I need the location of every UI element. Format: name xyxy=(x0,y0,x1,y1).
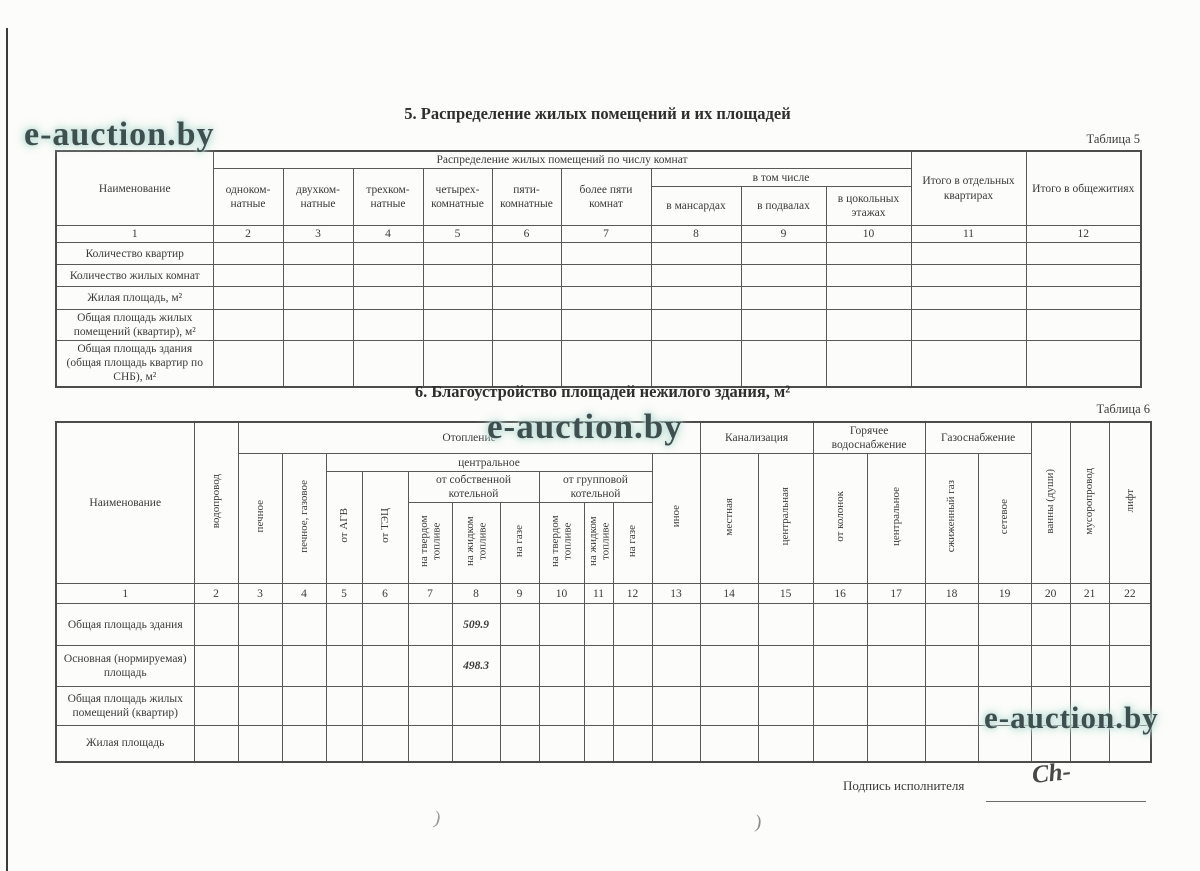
t5-row-label: Жилая площадь, м² xyxy=(56,287,213,310)
watermark-top-left: e-auction.by xyxy=(24,116,215,153)
signature-line xyxy=(986,801,1146,802)
t6-empty-cell xyxy=(758,687,813,726)
t6-empty-cell xyxy=(408,604,452,646)
t6-empty-cell xyxy=(700,687,758,726)
t6-col-own-gas-label: на газе xyxy=(513,524,526,558)
t5-col-three-room: трехком-натные xyxy=(353,169,423,226)
t6-empty-cell xyxy=(700,604,758,646)
t6-col-grp-solid xyxy=(539,503,584,584)
t6-col-network-gas-label: сетевое xyxy=(998,498,1011,535)
t5-empty-cell xyxy=(651,243,741,265)
t6-empty-cell xyxy=(758,726,813,762)
t5-col-four-room: четырех-комнатные xyxy=(423,169,492,226)
t5-empty-cell xyxy=(213,265,283,287)
t5-empty-cell xyxy=(911,243,1026,265)
t6-empty-cell xyxy=(362,726,408,762)
t6-colnum: 20 xyxy=(1031,584,1070,604)
t6-empty-cell xyxy=(613,726,652,762)
t6-group-own-boiler: от собственной котельной xyxy=(408,472,539,503)
t5-empty-cell xyxy=(353,243,423,265)
t5-empty-cell xyxy=(1026,310,1141,341)
t5-empty-cell xyxy=(213,341,283,387)
t5-col-five-room: пяти-комнатные xyxy=(492,169,561,226)
t6-col-own-solid xyxy=(408,503,452,584)
t5-empty-cell xyxy=(283,341,353,387)
t5-empty-cell xyxy=(651,265,741,287)
t6-group-hot-water: Горячее водоснабжение xyxy=(813,422,925,454)
t6-colnum: 18 xyxy=(925,584,978,604)
t6-empty-cell xyxy=(652,726,700,762)
t5-empty-cell xyxy=(492,287,561,310)
t6-empty-cell xyxy=(925,604,978,646)
table5-distribution-of-dwellings xyxy=(55,150,1142,388)
t5-empty-cell xyxy=(561,243,651,265)
t6-empty-cell xyxy=(539,687,584,726)
t5-empty-cell xyxy=(741,265,826,287)
t5-empty-cell xyxy=(826,287,911,310)
t6-empty-cell xyxy=(282,604,326,646)
t5-empty-cell xyxy=(651,287,741,310)
t5-colnum: 9 xyxy=(741,226,826,243)
t5-empty-cell xyxy=(1026,287,1141,310)
t5-empty-cell xyxy=(353,341,423,387)
t6-col-water-pipe xyxy=(194,422,238,584)
t5-empty-cell xyxy=(283,243,353,265)
t5-empty-cell xyxy=(741,310,826,341)
t5-empty-cell xyxy=(423,243,492,265)
t5-colnum: 2 xyxy=(213,226,283,243)
t6-empty-cell xyxy=(539,646,584,687)
t5-empty-cell xyxy=(826,243,911,265)
t6-empty-cell xyxy=(925,646,978,687)
t5-empty-cell xyxy=(492,310,561,341)
t5-empty-cell xyxy=(213,310,283,341)
t5-col-one-room: одноком-натные xyxy=(213,169,283,226)
t6-value-cell: 509.9 xyxy=(452,604,500,646)
watermark-center: e-auction.by xyxy=(487,407,683,446)
t5-col-mansard: в мансардах xyxy=(651,187,741,226)
t6-colnum: 15 xyxy=(758,584,813,604)
t5-colnum: 7 xyxy=(561,226,651,243)
t6-empty-cell xyxy=(584,646,613,687)
t5-col-more-five: более пяти комнат xyxy=(561,169,651,226)
t5-empty-cell xyxy=(741,243,826,265)
t5-empty-cell xyxy=(1026,341,1141,387)
t5-empty-cell xyxy=(492,341,561,387)
scan-edge-artifact xyxy=(6,28,8,871)
t6-empty-cell xyxy=(194,726,238,762)
t6-empty-cell xyxy=(282,687,326,726)
t5-empty-cell xyxy=(283,287,353,310)
t6-value-cell: 498.3 xyxy=(452,646,500,687)
t5-col-ground-floor: в цокольных этажах xyxy=(826,187,911,226)
t6-empty-cell xyxy=(1070,604,1109,646)
t6-empty-cell xyxy=(238,646,282,687)
t6-empty-cell xyxy=(452,687,500,726)
t6-empty-cell xyxy=(813,646,867,687)
t6-empty-cell xyxy=(194,687,238,726)
t5-colnum: 12 xyxy=(1026,226,1141,243)
t5-empty-cell xyxy=(826,310,911,341)
t6-empty-cell xyxy=(867,646,925,687)
t6-col-other-label: иное xyxy=(669,505,682,528)
t6-col-lpg xyxy=(925,454,978,584)
t5-colnum: 1 xyxy=(56,226,213,243)
t5-col-total-dorm: Итого в общежитиях xyxy=(1026,151,1141,226)
t6-empty-cell xyxy=(758,646,813,687)
t5-empty-cell xyxy=(651,310,741,341)
t5-colnum: 5 xyxy=(423,226,492,243)
t6-empty-cell xyxy=(652,687,700,726)
t6-name-header: Наименование xyxy=(56,422,194,584)
t5-empty-cell xyxy=(911,287,1026,310)
t6-col-lift xyxy=(1109,422,1151,584)
t5-empty-cell xyxy=(283,310,353,341)
watermark-bottom-right: e-auction.by xyxy=(984,700,1159,735)
t6-empty-cell xyxy=(282,646,326,687)
t5-row-label: Общая площадь жилых помещений (квартир), м² xyxy=(56,310,213,341)
t6-col-central-hw-label: центральное xyxy=(889,487,902,547)
t6-col-grp-gas xyxy=(613,503,652,584)
signature-label: Подпись исполнителя xyxy=(843,778,965,793)
t6-empty-cell xyxy=(867,687,925,726)
t6-colnum: 5 xyxy=(326,584,362,604)
t6-col-tec-label: от ТЭЦ xyxy=(378,508,391,543)
t6-empty-cell xyxy=(326,726,362,762)
t6-empty-cell xyxy=(408,687,452,726)
t5-empty-cell xyxy=(353,310,423,341)
t6-empty-cell xyxy=(539,726,584,762)
t6-empty-cell xyxy=(613,687,652,726)
t5-empty-cell xyxy=(741,341,826,387)
t6-empty-cell xyxy=(925,726,978,762)
t5-empty-cell xyxy=(353,287,423,310)
t6-group-gas-supply: Газоснабжение xyxy=(925,422,1031,454)
t6-col-grp-liquid-label: на жидком топливе xyxy=(586,516,611,566)
t5-row-label: Количество жилых комнат xyxy=(56,265,213,287)
t6-empty-cell xyxy=(1031,604,1070,646)
t6-empty-cell xyxy=(584,687,613,726)
t5-col-total-flats: Итого в отдельных квартирах xyxy=(911,151,1026,226)
t5-empty-cell xyxy=(213,287,283,310)
t6-colnum: 3 xyxy=(238,584,282,604)
t5-empty-cell xyxy=(423,287,492,310)
t6-empty-cell xyxy=(1070,646,1109,687)
t5-empty-cell xyxy=(561,287,651,310)
t6-empty-cell xyxy=(1109,604,1151,646)
t6-empty-cell xyxy=(238,604,282,646)
t5-empty-cell xyxy=(826,341,911,387)
t5-colnum: 11 xyxy=(911,226,1026,243)
t6-col-grp-solid-label: на твердом топливе xyxy=(549,515,574,567)
t6-empty-cell xyxy=(613,646,652,687)
t5-empty-cell xyxy=(492,265,561,287)
t6-col-stove-gas xyxy=(282,454,326,584)
t6-col-lift-label: лифт xyxy=(1123,489,1136,513)
t6-col-stove xyxy=(238,454,282,584)
table5-title: 5. Распределение жилых помещений и их площадей xyxy=(404,104,791,123)
t6-col-own-liquid xyxy=(452,503,500,584)
t5-empty-cell xyxy=(423,341,492,387)
t6-empty-cell xyxy=(584,726,613,762)
t5-empty-cell xyxy=(423,310,492,341)
t6-col-water-pipe-label: водопровод xyxy=(209,473,222,529)
t6-colnum: 21 xyxy=(1070,584,1109,604)
t6-col-from-columns-label: от колонок xyxy=(833,491,846,542)
t6-group-central: центральное xyxy=(326,454,652,472)
t5-row-label: Количество квартир xyxy=(56,243,213,265)
t6-colnum: 11 xyxy=(584,584,613,604)
t6-empty-cell xyxy=(867,726,925,762)
t6-empty-cell xyxy=(326,646,362,687)
t6-col-agv-label: от АГВ xyxy=(337,508,350,543)
t6-empty-cell xyxy=(925,687,978,726)
t6-empty-cell xyxy=(452,726,500,762)
t6-empty-cell xyxy=(700,726,758,762)
t5-including-header: в том числе xyxy=(651,169,911,187)
t6-empty-cell xyxy=(282,726,326,762)
handwritten-signature: Сh- xyxy=(1030,758,1073,789)
t6-col-central-sewer-label: центральная xyxy=(779,487,792,546)
t5-empty-cell xyxy=(651,341,741,387)
t6-empty-cell xyxy=(326,687,362,726)
t6-col-own-liquid-label: на жидком топливе xyxy=(463,516,488,566)
t6-empty-cell xyxy=(362,604,408,646)
t6-colnum: 4 xyxy=(282,584,326,604)
t6-col-from-columns xyxy=(813,454,867,584)
t6-col-local-label: местная xyxy=(722,497,735,536)
t5-colnum: 4 xyxy=(353,226,423,243)
t6-row-label: Общая площадь жилых помещений (квартир) xyxy=(56,687,194,726)
t5-group-header: Распределение жилых помещений по числу комнат xyxy=(213,151,911,169)
scan-mark-artifact: ) xyxy=(753,811,763,834)
t5-name-header: Наименование xyxy=(56,151,213,226)
t6-empty-cell xyxy=(408,726,452,762)
t6-colnum: 8 xyxy=(452,584,500,604)
t6-empty-cell xyxy=(758,604,813,646)
t6-col-baths xyxy=(1031,422,1070,584)
t5-empty-cell xyxy=(826,265,911,287)
t5-empty-cell xyxy=(561,265,651,287)
t5-empty-cell xyxy=(423,265,492,287)
t6-col-stove-label: печное xyxy=(253,500,266,533)
t6-empty-cell xyxy=(867,604,925,646)
t5-colnum: 6 xyxy=(492,226,561,243)
t6-col-agv xyxy=(326,472,362,584)
t6-row-label: Жилая площадь xyxy=(56,726,194,762)
table6-title: 6. Благоустройство площадей нежилого здания, м² xyxy=(414,382,791,401)
t6-colnum: 6 xyxy=(362,584,408,604)
t6-empty-cell xyxy=(500,687,539,726)
t6-empty-cell xyxy=(813,604,867,646)
t6-empty-cell xyxy=(194,646,238,687)
t6-empty-cell xyxy=(500,604,539,646)
t5-col-two-room: двухком-натные xyxy=(283,169,353,226)
t6-empty-cell xyxy=(613,604,652,646)
t6-col-central-sewer xyxy=(758,454,813,584)
t6-colnum: 1 xyxy=(56,584,194,604)
t6-col-other xyxy=(652,454,700,584)
t6-empty-cell xyxy=(238,687,282,726)
t6-empty-cell xyxy=(539,604,584,646)
t6-empty-cell xyxy=(500,726,539,762)
t6-empty-cell xyxy=(813,687,867,726)
t6-group-sewerage: Канализация xyxy=(700,422,813,454)
t6-colnum: 10 xyxy=(539,584,584,604)
t6-row-label: Основная (нормируемая) площадь xyxy=(56,646,194,687)
t6-colnum: 14 xyxy=(700,584,758,604)
t5-col-basement: в подвалах xyxy=(741,187,826,226)
t6-empty-cell xyxy=(652,646,700,687)
t6-empty-cell xyxy=(978,604,1031,646)
t5-empty-cell xyxy=(911,265,1026,287)
t6-colnum: 19 xyxy=(978,584,1031,604)
t6-col-own-gas xyxy=(500,503,539,584)
t6-empty-cell xyxy=(652,604,700,646)
t6-empty-cell xyxy=(978,646,1031,687)
t5-empty-cell xyxy=(492,243,561,265)
t6-empty-cell xyxy=(238,726,282,762)
t5-colnum: 3 xyxy=(283,226,353,243)
t6-empty-cell xyxy=(700,646,758,687)
t6-col-lpg-label: сжиженный газ xyxy=(945,480,958,553)
t5-empty-cell xyxy=(741,287,826,310)
t5-empty-cell xyxy=(283,265,353,287)
t5-empty-cell xyxy=(911,310,1026,341)
t5-colnum: 10 xyxy=(826,226,911,243)
t5-empty-cell xyxy=(561,310,651,341)
t6-empty-cell xyxy=(362,646,408,687)
t6-group-group-boiler: от групповой котельной xyxy=(539,472,652,503)
t6-empty-cell xyxy=(1031,646,1070,687)
t6-colnum: 7 xyxy=(408,584,452,604)
t6-col-own-solid-label: на твердом топливе xyxy=(417,515,442,567)
t5-row-label: Общая площадь здания (общая площадь квартир по СНБ), м² xyxy=(56,341,213,387)
t5-colnum: 8 xyxy=(651,226,741,243)
t6-empty-cell xyxy=(1109,646,1151,687)
t6-colnum: 9 xyxy=(500,584,539,604)
t5-empty-cell xyxy=(911,341,1026,387)
t6-col-local xyxy=(700,454,758,584)
t5-empty-cell xyxy=(1026,243,1141,265)
t6-empty-cell xyxy=(500,646,539,687)
t6-group-heating: Отопление xyxy=(238,422,700,454)
t5-empty-cell xyxy=(353,265,423,287)
t6-col-tec xyxy=(362,472,408,584)
t6-colnum: 2 xyxy=(194,584,238,604)
t5-empty-cell xyxy=(213,243,283,265)
table5-caption: Таблица 5 xyxy=(1086,132,1140,146)
t6-empty-cell xyxy=(813,726,867,762)
t6-row-label: Общая площадь здания xyxy=(56,604,194,646)
t6-col-grp-gas-label: на газе xyxy=(626,524,639,558)
scan-mark-artifact: ) xyxy=(431,807,443,830)
t6-colnum: 16 xyxy=(813,584,867,604)
t6-empty-cell xyxy=(194,604,238,646)
t6-colnum: 22 xyxy=(1109,584,1151,604)
t6-empty-cell xyxy=(584,604,613,646)
t6-col-baths-label: ванны (души) xyxy=(1044,468,1057,534)
t6-empty-cell xyxy=(362,687,408,726)
t6-colnum: 12 xyxy=(613,584,652,604)
table6-caption: Таблица 6 xyxy=(1096,402,1150,416)
t6-empty-cell xyxy=(326,604,362,646)
t6-col-stove-gas-label: печное, газовое xyxy=(297,480,310,553)
t5-empty-cell xyxy=(1026,265,1141,287)
t6-col-network-gas xyxy=(978,454,1031,584)
t6-colnum: 17 xyxy=(867,584,925,604)
t6-col-grp-liquid xyxy=(584,503,613,584)
t5-empty-cell xyxy=(561,341,651,387)
t6-col-central-hw xyxy=(867,454,925,584)
t6-col-chute xyxy=(1070,422,1109,584)
t6-col-chute-label: мусоропровод xyxy=(1083,467,1096,535)
t6-empty-cell xyxy=(408,646,452,687)
t6-colnum: 13 xyxy=(652,584,700,604)
